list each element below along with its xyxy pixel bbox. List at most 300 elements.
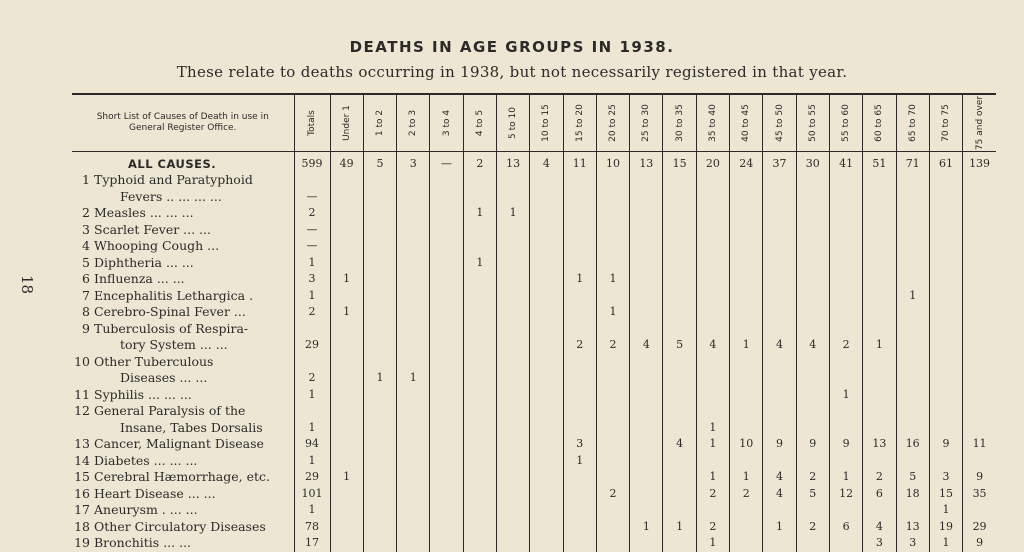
age-group-cell bbox=[530, 172, 563, 205]
age-group-cell bbox=[430, 403, 463, 436]
age-group-cell bbox=[663, 255, 696, 272]
age-group-cell: 41 bbox=[829, 151, 862, 172]
age-group-cell bbox=[397, 403, 430, 436]
cause-label: Aneurysm . ... ... bbox=[94, 502, 198, 517]
age-group-cell bbox=[663, 387, 696, 404]
age-group-cell bbox=[496, 172, 529, 205]
cause-label: Typhoid and Paratyphoid bbox=[94, 172, 253, 187]
table-row bbox=[72, 255, 996, 272]
cause-number: 6 bbox=[82, 271, 90, 286]
age-group-cell bbox=[630, 205, 663, 222]
age-group-cell bbox=[363, 321, 396, 354]
age-group-cell bbox=[696, 453, 729, 470]
total-cell: 599 bbox=[294, 151, 330, 172]
age-group-cell bbox=[563, 535, 596, 552]
age-group-cell bbox=[330, 321, 363, 354]
age-group-cell: 1 bbox=[929, 535, 962, 552]
age-group-cell: 1 bbox=[330, 304, 363, 321]
age-group-cell bbox=[496, 238, 529, 255]
age-group-cell: 9 bbox=[796, 436, 829, 453]
age-group-cell bbox=[563, 288, 596, 305]
cause-label: Encephalitis Lethargica . bbox=[94, 287, 254, 303]
age-group-cell: 13 bbox=[496, 151, 529, 172]
age-group-cell: 1 bbox=[397, 354, 430, 387]
age-group-cell bbox=[929, 205, 962, 222]
column-header bbox=[663, 94, 696, 151]
age-group-cell: 10 bbox=[596, 151, 629, 172]
age-group-cell: 3 bbox=[929, 469, 962, 486]
age-group-cell bbox=[530, 238, 563, 255]
age-group-cell bbox=[496, 354, 529, 387]
age-group-cell: 9 bbox=[829, 436, 862, 453]
age-group-cell: 15 bbox=[663, 151, 696, 172]
age-group-cell bbox=[730, 238, 763, 255]
age-group-cell bbox=[530, 469, 563, 486]
age-group-cell bbox=[796, 238, 829, 255]
age-group-cell bbox=[863, 387, 896, 404]
age-group-cell bbox=[730, 354, 763, 387]
age-group-cell: 1 bbox=[563, 453, 596, 470]
age-group-cell bbox=[896, 354, 929, 387]
age-group-cell bbox=[630, 255, 663, 272]
age-group-cell bbox=[663, 354, 696, 387]
cause-cell bbox=[72, 304, 294, 321]
age-group-cell bbox=[463, 403, 496, 436]
age-group-cell bbox=[696, 255, 729, 272]
column-header bbox=[330, 94, 363, 151]
cause-number: 10 bbox=[74, 353, 90, 369]
age-group-cell bbox=[330, 238, 363, 255]
table-row bbox=[72, 469, 996, 486]
age-group-cell bbox=[929, 387, 962, 404]
age-group-cell: 9 bbox=[763, 436, 796, 453]
age-group-cell bbox=[829, 304, 862, 321]
age-group-cell bbox=[430, 486, 463, 503]
age-group-cell: 37 bbox=[763, 151, 796, 172]
age-group-cell bbox=[596, 354, 629, 387]
age-group-cell bbox=[463, 453, 496, 470]
age-group-cell: 4 bbox=[630, 321, 663, 354]
age-group-cell: 1 bbox=[596, 271, 629, 288]
cause-cell bbox=[72, 151, 294, 172]
age-group-cell bbox=[430, 502, 463, 519]
age-group-cell bbox=[929, 238, 962, 255]
age-group-cell: 6 bbox=[863, 486, 896, 503]
age-group-cell bbox=[829, 205, 862, 222]
age-group-cell: 9 bbox=[963, 469, 996, 486]
age-group-cell bbox=[430, 535, 463, 552]
total-cell: 29 bbox=[294, 469, 330, 486]
age-group-cell: 1 bbox=[496, 205, 529, 222]
age-group-cell bbox=[896, 222, 929, 239]
age-group-cell bbox=[896, 255, 929, 272]
age-group-cell: 5 bbox=[363, 151, 396, 172]
age-group-cell bbox=[730, 502, 763, 519]
age-group-cell bbox=[630, 288, 663, 305]
age-group-cell: 11 bbox=[563, 151, 596, 172]
age-group-cell bbox=[929, 321, 962, 354]
age-group-cell bbox=[397, 304, 430, 321]
age-group-cell bbox=[630, 354, 663, 387]
age-group-cell bbox=[363, 238, 396, 255]
age-group-cell: 4 bbox=[763, 321, 796, 354]
age-group-cell bbox=[763, 354, 796, 387]
cause-cell bbox=[72, 205, 294, 222]
age-group-cell bbox=[663, 172, 696, 205]
age-group-cell: 1 bbox=[829, 469, 862, 486]
age-group-cell bbox=[796, 535, 829, 552]
age-group-cell bbox=[530, 304, 563, 321]
age-group-cell bbox=[363, 288, 396, 305]
column-header bbox=[463, 94, 496, 151]
age-group-cell bbox=[363, 519, 396, 536]
age-group-cell bbox=[796, 502, 829, 519]
age-group-cell bbox=[630, 271, 663, 288]
age-group-cell bbox=[397, 172, 430, 205]
age-group-cell bbox=[929, 403, 962, 436]
age-group-cell bbox=[663, 453, 696, 470]
column-header-label: 55 to 60 bbox=[841, 103, 852, 142]
page-subtitle: These relate to deaths occurring in 1938, but not necessarily registered in that year. bbox=[176, 63, 848, 81]
age-group-cell bbox=[630, 436, 663, 453]
age-group-cell bbox=[763, 222, 796, 239]
age-group-cell bbox=[530, 205, 563, 222]
column-header bbox=[496, 94, 529, 151]
age-group-cell bbox=[430, 172, 463, 205]
age-group-cell bbox=[330, 255, 363, 272]
age-group-cell bbox=[530, 453, 563, 470]
age-group-cell: 9 bbox=[929, 436, 962, 453]
age-group-cell bbox=[430, 354, 463, 387]
age-group-cell bbox=[896, 271, 929, 288]
age-group-cell: 24 bbox=[730, 151, 763, 172]
age-group-cell bbox=[496, 387, 529, 404]
age-group-cell bbox=[896, 172, 929, 205]
age-group-cell: 2 bbox=[863, 469, 896, 486]
age-group-cell: 9 bbox=[963, 535, 996, 552]
age-group-cell bbox=[796, 354, 829, 387]
column-header bbox=[963, 94, 996, 151]
age-group-cell bbox=[796, 255, 829, 272]
table-body bbox=[72, 151, 996, 552]
age-group-cell bbox=[663, 502, 696, 519]
table-row bbox=[72, 436, 996, 453]
age-group-cell bbox=[829, 403, 862, 436]
age-group-cell bbox=[463, 519, 496, 536]
column-header-label: 3 to 4 bbox=[441, 109, 452, 136]
age-group-cell: 1 bbox=[730, 321, 763, 354]
cause-label: Tuberculosis of Respira- bbox=[94, 320, 249, 336]
age-group-cell bbox=[963, 502, 996, 519]
total-cell: 101 bbox=[294, 486, 330, 503]
cause-cell bbox=[72, 238, 294, 255]
age-group-cell bbox=[730, 288, 763, 305]
age-group-cell bbox=[463, 271, 496, 288]
age-group-cell bbox=[929, 354, 962, 387]
table-row bbox=[72, 354, 996, 387]
cause-label: Bronchitis ... ... bbox=[94, 535, 192, 550]
total-cell: — bbox=[294, 172, 330, 205]
age-group-cell bbox=[397, 486, 430, 503]
cause-cell bbox=[72, 354, 294, 387]
age-group-cell bbox=[463, 387, 496, 404]
age-group-cell bbox=[863, 403, 896, 436]
age-group-cell bbox=[663, 222, 696, 239]
table-row bbox=[72, 453, 996, 470]
column-header-label: Under 1 bbox=[341, 104, 352, 141]
age-group-cell bbox=[763, 502, 796, 519]
age-group-cell bbox=[863, 453, 896, 470]
age-group-cell bbox=[596, 387, 629, 404]
column-header-label: 45 to 50 bbox=[774, 103, 785, 142]
age-group-cell bbox=[397, 321, 430, 354]
age-group-cell bbox=[730, 387, 763, 404]
age-group-cell bbox=[696, 271, 729, 288]
age-group-cell: 1 bbox=[363, 354, 396, 387]
age-group-cell bbox=[596, 519, 629, 536]
column-header bbox=[696, 94, 729, 151]
age-group-cell bbox=[397, 205, 430, 222]
age-group-cell bbox=[530, 436, 563, 453]
age-group-cell bbox=[530, 321, 563, 354]
age-group-cell: 3 bbox=[563, 436, 596, 453]
age-group-cell bbox=[430, 271, 463, 288]
age-group-cell bbox=[430, 255, 463, 272]
total-cell: 94 bbox=[294, 436, 330, 453]
age-group-cell bbox=[397, 469, 430, 486]
total-cell: 1 bbox=[294, 288, 330, 305]
age-group-cell bbox=[896, 304, 929, 321]
age-group-cell: — bbox=[430, 151, 463, 172]
age-group-cell bbox=[696, 172, 729, 205]
age-group-cell bbox=[730, 519, 763, 536]
age-group-cell: 1 bbox=[696, 469, 729, 486]
column-header bbox=[563, 94, 596, 151]
age-group-cell bbox=[863, 288, 896, 305]
age-group-cell bbox=[563, 502, 596, 519]
age-group-cell: 19 bbox=[929, 519, 962, 536]
age-group-cell bbox=[530, 535, 563, 552]
age-group-cell bbox=[330, 205, 363, 222]
cause-number: 13 bbox=[74, 436, 90, 451]
cause-cell bbox=[72, 486, 294, 503]
age-group-cell bbox=[363, 172, 396, 205]
age-group-cell bbox=[563, 486, 596, 503]
age-group-cell bbox=[397, 436, 430, 453]
age-group-cell bbox=[430, 304, 463, 321]
age-group-cell: 35 bbox=[963, 486, 996, 503]
age-group-cell: 13 bbox=[863, 436, 896, 453]
cause-cell bbox=[72, 453, 294, 470]
age-group-cell bbox=[796, 453, 829, 470]
age-group-cell bbox=[963, 238, 996, 255]
cause-label-continued: Fevers .. ... ... ... bbox=[120, 188, 222, 204]
age-group-cell bbox=[430, 288, 463, 305]
age-group-cell bbox=[330, 222, 363, 239]
age-group-cell bbox=[563, 172, 596, 205]
total-cell: 1 bbox=[294, 255, 330, 272]
age-group-cell: 2 bbox=[596, 321, 629, 354]
total-cell: 78 bbox=[294, 519, 330, 536]
age-group-cell bbox=[730, 222, 763, 239]
age-group-cell bbox=[630, 535, 663, 552]
cause-cell bbox=[72, 469, 294, 486]
age-group-cell bbox=[963, 222, 996, 239]
age-group-cell bbox=[630, 469, 663, 486]
age-group-cell bbox=[363, 469, 396, 486]
age-group-cell bbox=[796, 222, 829, 239]
age-group-cell bbox=[530, 502, 563, 519]
column-header bbox=[530, 94, 563, 151]
cause-label: Whooping Cough ... bbox=[94, 238, 220, 253]
age-group-cell bbox=[696, 205, 729, 222]
age-group-cell bbox=[496, 453, 529, 470]
cause-cell bbox=[72, 172, 294, 205]
age-group-cell bbox=[863, 502, 896, 519]
age-group-cell bbox=[763, 205, 796, 222]
age-group-cell bbox=[929, 453, 962, 470]
age-group-cell: 5 bbox=[663, 321, 696, 354]
cause-header-text: Short List of Causes of Death in use in General Register Office. bbox=[96, 111, 269, 133]
age-group-cell bbox=[563, 238, 596, 255]
age-group-cell bbox=[596, 502, 629, 519]
age-group-cell: 11 bbox=[963, 436, 996, 453]
age-group-cell bbox=[463, 469, 496, 486]
age-group-cell bbox=[330, 403, 363, 436]
age-group-cell bbox=[730, 271, 763, 288]
column-header bbox=[430, 94, 463, 151]
age-group-cell bbox=[530, 486, 563, 503]
age-group-cell: 1 bbox=[730, 469, 763, 486]
age-group-cell bbox=[896, 453, 929, 470]
age-group-cell bbox=[763, 304, 796, 321]
age-group-cell bbox=[963, 255, 996, 272]
age-group-cell: 30 bbox=[796, 151, 829, 172]
age-group-cell bbox=[963, 271, 996, 288]
total-cell: 1 bbox=[294, 387, 330, 404]
age-group-cell bbox=[763, 453, 796, 470]
age-group-cell: 1 bbox=[463, 255, 496, 272]
column-header bbox=[763, 94, 796, 151]
cause-label: Other Tuberculous bbox=[94, 353, 214, 369]
age-group-cell bbox=[663, 288, 696, 305]
age-group-cell bbox=[563, 304, 596, 321]
age-group-cell bbox=[496, 519, 529, 536]
age-group-cell bbox=[763, 403, 796, 436]
age-group-cell bbox=[430, 222, 463, 239]
age-group-cell: 1 bbox=[696, 403, 729, 436]
age-group-cell bbox=[963, 205, 996, 222]
page-title: DEATHS IN AGE GROUPS IN 1938. bbox=[349, 38, 675, 56]
age-group-cell: 1 bbox=[829, 387, 862, 404]
age-group-cell: 1 bbox=[630, 519, 663, 536]
age-group-cell bbox=[696, 304, 729, 321]
cause-number: 2 bbox=[82, 205, 90, 220]
table-row bbox=[72, 222, 996, 239]
age-group-cell bbox=[363, 486, 396, 503]
age-group-cell: 2 bbox=[696, 486, 729, 503]
column-header-label: 15 to 20 bbox=[574, 103, 585, 142]
total-cell: — bbox=[294, 222, 330, 239]
age-group-cell: 13 bbox=[896, 519, 929, 536]
age-group-cell bbox=[530, 519, 563, 536]
column-header-label: 25 to 30 bbox=[641, 103, 652, 142]
age-group-cell: 4 bbox=[530, 151, 563, 172]
page-number: 18 bbox=[18, 275, 36, 295]
age-group-cell bbox=[397, 222, 430, 239]
total-cell: 2 bbox=[294, 354, 330, 387]
age-group-cell bbox=[829, 172, 862, 205]
age-group-cell bbox=[730, 304, 763, 321]
age-group-cell: 4 bbox=[696, 321, 729, 354]
age-group-cell: 51 bbox=[863, 151, 896, 172]
age-group-cell: 4 bbox=[796, 321, 829, 354]
age-group-cell bbox=[796, 403, 829, 436]
table-row bbox=[72, 172, 996, 205]
table-row bbox=[72, 205, 996, 222]
column-header-label: 50 to 55 bbox=[807, 103, 818, 142]
column-header bbox=[363, 94, 396, 151]
age-group-cell bbox=[463, 172, 496, 205]
age-group-cell: 15 bbox=[929, 486, 962, 503]
age-group-cell bbox=[563, 387, 596, 404]
age-group-cell bbox=[863, 205, 896, 222]
age-group-cell bbox=[829, 271, 862, 288]
table-row bbox=[72, 403, 996, 436]
column-header bbox=[829, 94, 862, 151]
age-group-cell bbox=[496, 486, 529, 503]
table-row bbox=[72, 271, 996, 288]
age-group-cell bbox=[330, 354, 363, 387]
age-group-cell bbox=[530, 288, 563, 305]
age-group-cell bbox=[363, 535, 396, 552]
total-cell: 1 bbox=[294, 502, 330, 519]
age-group-cell: 4 bbox=[863, 519, 896, 536]
table-row bbox=[72, 387, 996, 404]
cause-label-continued: Diseases ... ... bbox=[120, 370, 208, 385]
age-group-cell: 2 bbox=[596, 486, 629, 503]
cause-number: 15 bbox=[74, 469, 90, 484]
total-cell: — bbox=[294, 238, 330, 255]
age-group-cell bbox=[763, 288, 796, 305]
table-row bbox=[72, 288, 996, 305]
column-header-label: 4 to 5 bbox=[474, 109, 485, 136]
age-group-cell: 1 bbox=[863, 321, 896, 354]
age-group-cell bbox=[863, 238, 896, 255]
age-group-cell bbox=[530, 222, 563, 239]
column-header-label: 5 to 10 bbox=[508, 106, 519, 139]
table-header-row bbox=[72, 94, 996, 151]
age-group-cell bbox=[330, 436, 363, 453]
age-group-cell bbox=[696, 238, 729, 255]
column-header-label: Totals bbox=[307, 109, 317, 136]
age-group-cell bbox=[730, 172, 763, 205]
cause-label: Heart Disease ... ... bbox=[94, 485, 216, 501]
cause-cell bbox=[72, 255, 294, 272]
age-group-cell bbox=[530, 403, 563, 436]
cause-number: 19 bbox=[74, 535, 90, 550]
age-group-cell bbox=[630, 387, 663, 404]
age-group-cell bbox=[663, 469, 696, 486]
age-group-cell: 1 bbox=[763, 519, 796, 536]
column-header-label: 2 to 3 bbox=[408, 109, 419, 136]
age-group-cell bbox=[863, 271, 896, 288]
cause-number: 16 bbox=[74, 485, 90, 501]
age-group-cell bbox=[796, 387, 829, 404]
column-header-label: 60 to 65 bbox=[874, 103, 885, 142]
age-group-cell bbox=[829, 535, 862, 552]
age-group-cell bbox=[663, 238, 696, 255]
